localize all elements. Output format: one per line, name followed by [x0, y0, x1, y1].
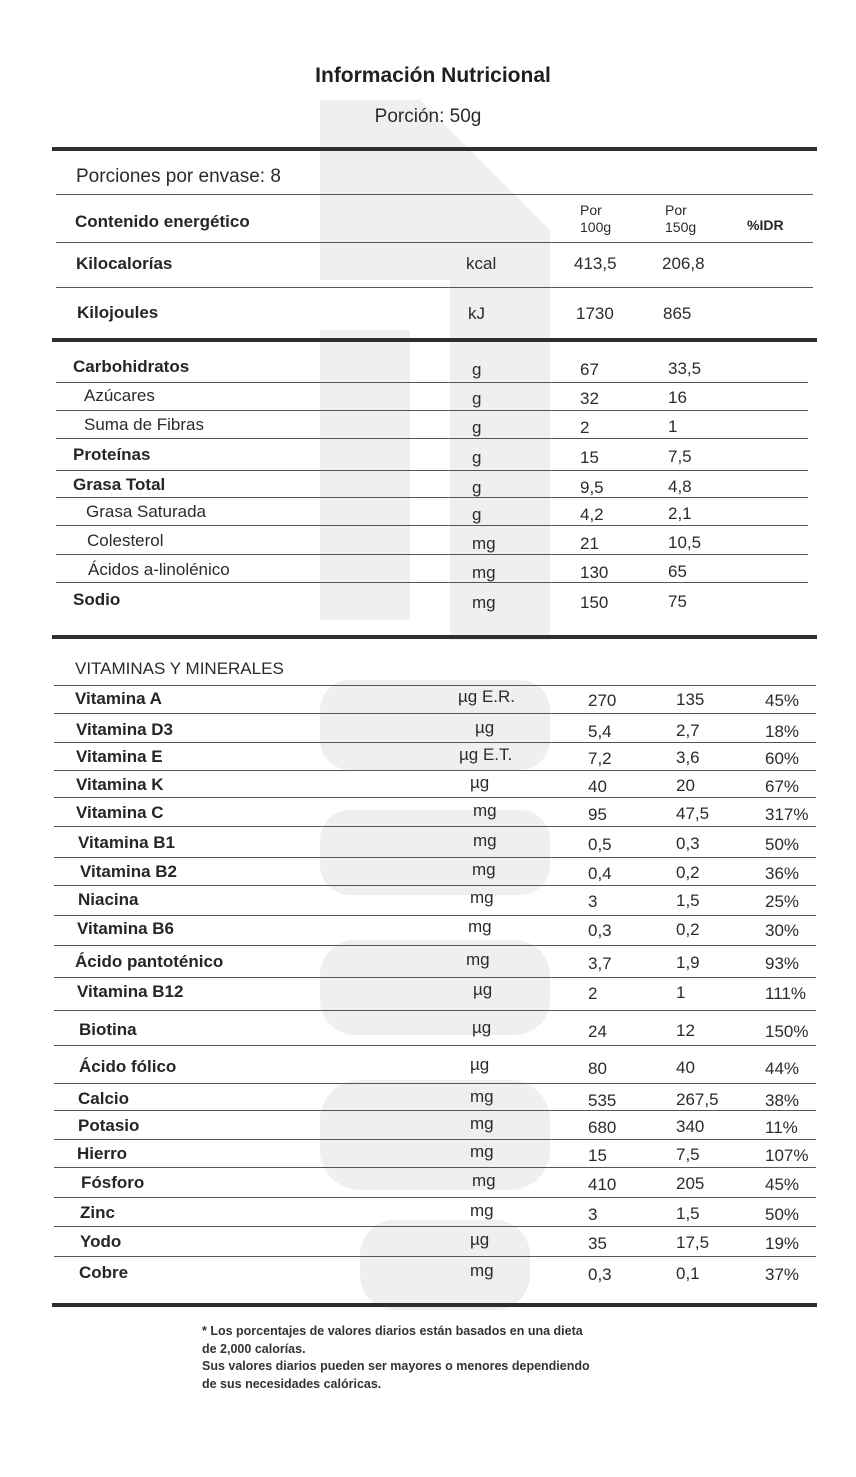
vitamin-idr-percent: 150%	[765, 1022, 809, 1041]
vitamin-unit: mg	[472, 1171, 496, 1190]
row-divider	[54, 857, 816, 858]
vitamin-name: Vitamina C	[76, 803, 164, 822]
vitamin-per-100g: 0,3	[588, 1265, 612, 1284]
vitamin-idr-percent: 45%	[765, 1175, 800, 1194]
row-divider	[56, 497, 808, 498]
divider	[52, 147, 817, 151]
column-header-per-100g: Por 100g	[580, 202, 612, 235]
vitamin-per-150g: 267,5	[676, 1090, 719, 1109]
row-divider	[54, 977, 816, 978]
vitamin-unit: µg E.T.	[459, 745, 513, 764]
vitamin-name: Ácido pantoténico	[75, 952, 224, 971]
vitamin-unit: mg	[473, 801, 497, 820]
row-divider	[54, 713, 816, 714]
vitamin-unit: µg	[475, 718, 495, 737]
vitamin-per-100g: 35	[588, 1234, 607, 1253]
energy-row-per-150g: 865	[663, 304, 692, 323]
nutrient-per-150g: 65	[668, 562, 687, 581]
row-divider	[54, 685, 816, 686]
vitamin-per-150g: 17,5	[676, 1233, 710, 1252]
energy-row-unit: kcal	[466, 254, 497, 273]
column-header-idr: %IDR	[747, 217, 784, 233]
row-divider	[54, 797, 816, 798]
vitamin-per-150g: 40	[676, 1058, 695, 1077]
vitamin-per-150g: 205	[676, 1174, 705, 1193]
servings-per-container: Porciones por envase: 8	[76, 166, 281, 187]
vitamin-per-150g: 340	[676, 1117, 705, 1136]
vitamin-unit: mg	[468, 917, 492, 936]
row-divider	[54, 770, 816, 771]
energy-section-label: Contenido energético	[75, 212, 250, 231]
nutrient-name: Colesterol	[87, 531, 164, 550]
vitamin-idr-percent: 317%	[765, 805, 809, 824]
nutrient-per-150g: 1	[668, 417, 678, 436]
vitamin-per-100g: 410	[588, 1175, 617, 1194]
vitamin-per-100g: 7,2	[588, 749, 612, 768]
vitamin-per-100g: 270	[588, 691, 617, 710]
vitamin-per-150g: 0,1	[676, 1264, 700, 1283]
vitamin-unit: mg	[473, 831, 497, 850]
page-title: Información Nutricional	[315, 64, 551, 87]
row-divider	[54, 1045, 816, 1046]
nutrient-per-150g: 33,5	[668, 359, 702, 378]
vitamin-name: Vitamina E	[76, 747, 163, 766]
vitamin-per-100g: 0,4	[588, 864, 612, 883]
vitamin-idr-percent: 36%	[765, 864, 800, 883]
nutrient-name: Grasa Total	[73, 475, 166, 494]
vitamin-idr-percent: 11%	[765, 1118, 798, 1137]
vitamin-per-100g: 535	[588, 1091, 617, 1110]
vitamins-section-label: VITAMINAS Y MINERALES	[75, 659, 284, 678]
vitamin-per-100g: 2	[588, 984, 598, 1003]
vitamin-unit: µg E.R.	[458, 687, 516, 706]
vitamin-per-100g: 15	[588, 1146, 607, 1165]
nutrient-per-100g: 32	[580, 389, 599, 408]
vitamin-unit: mg	[466, 950, 490, 969]
column-header-per-150g: Por 150g	[665, 202, 697, 235]
vitamin-unit: mg	[470, 1261, 494, 1280]
nutrient-per-150g: 7,5	[668, 447, 692, 466]
energy-row-per-100g: 1730	[576, 304, 614, 323]
vitamin-name: Vitamina B2	[80, 862, 178, 881]
row-divider	[56, 438, 808, 439]
vitamin-per-100g: 40	[588, 777, 607, 796]
vitamin-idr-percent: 50%	[765, 835, 800, 854]
vitamin-unit: mg	[470, 1142, 494, 1161]
vitamin-per-100g: 680	[588, 1118, 617, 1137]
vitamin-per-100g: 24	[588, 1022, 607, 1041]
row-divider	[56, 410, 808, 411]
vitamin-per-100g: 5,4	[588, 722, 612, 741]
vitamin-unit: mg	[470, 888, 494, 907]
vitamin-name: Vitamina K	[76, 775, 164, 794]
vitamin-per-150g: 0,3	[676, 834, 700, 853]
row-divider	[56, 525, 808, 526]
vitamin-name: Biotina	[79, 1020, 137, 1039]
vitamin-per-150g: 0,2	[676, 920, 700, 939]
row-divider	[54, 742, 816, 743]
vitamin-idr-percent: 44%	[765, 1059, 800, 1078]
vitamin-name: Niacina	[78, 890, 139, 909]
nutrient-name: Suma de Fibras	[84, 415, 204, 434]
nutrient-name: Carbohidratos	[73, 357, 190, 376]
vitamin-name: Zinc	[80, 1203, 115, 1222]
vitamin-idr-percent: 18%	[765, 722, 800, 741]
nutrient-name: Ácidos a-linolénico	[88, 560, 230, 579]
vitamin-idr-percent: 19%	[765, 1234, 800, 1253]
nutrient-per-100g: 67	[580, 360, 599, 379]
vitamin-per-150g: 20	[676, 776, 695, 795]
vitamin-per-100g: 3,7	[588, 954, 612, 973]
nutrient-unit: g	[472, 505, 482, 524]
row-divider	[54, 1139, 816, 1140]
divider	[52, 338, 817, 342]
vitamin-idr-percent: 93%	[765, 954, 800, 973]
vitamin-name: Vitamina B1	[78, 833, 176, 852]
vitamin-per-150g: 1,5	[676, 891, 700, 910]
vitamin-per-100g: 0,3	[588, 921, 612, 940]
row-divider	[56, 582, 808, 583]
nutrient-unit: mg	[472, 593, 496, 612]
vitamin-unit: µg	[470, 1230, 490, 1249]
vitamin-per-100g: 95	[588, 805, 607, 824]
vitamin-per-100g: 3	[588, 892, 598, 911]
nutrient-unit: g	[472, 478, 482, 497]
vitamin-unit: µg	[473, 980, 493, 999]
nutrient-per-100g: 21	[580, 534, 599, 553]
energy-row-per-100g: 413,5	[574, 254, 617, 273]
vitamin-name: Vitamina D3	[76, 720, 174, 739]
vitamin-unit: µg	[470, 1055, 490, 1074]
row-divider	[54, 1167, 816, 1168]
vitamin-unit: mg	[472, 860, 496, 879]
divider	[52, 1303, 817, 1307]
footnote: * Los porcentajes de valores diarios están basados en una dieta de 2,000 calorías. Sus valores diarios pueden ser mayores o menores dependiendo de sus necesidades calóricas.	[202, 1324, 590, 1391]
row-divider	[54, 826, 816, 827]
portion-size: Porción: 50g	[374, 106, 482, 127]
nutrient-per-150g: 10,5	[668, 533, 702, 552]
energy-row-name: Kilojoules	[77, 303, 159, 322]
vitamin-per-150g: 0,2	[676, 863, 700, 882]
row-divider	[56, 554, 808, 555]
row-divider	[54, 945, 816, 946]
nutrient-per-150g: 2,1	[668, 504, 692, 523]
row-divider	[54, 1226, 816, 1227]
vitamin-per-100g: 80	[588, 1059, 607, 1078]
row-divider	[54, 885, 816, 886]
nutrient-unit: g	[472, 418, 482, 437]
energy-row-per-150g: 206,8	[662, 254, 705, 273]
nutrient-per-150g: 16	[668, 388, 687, 407]
vitamin-unit: mg	[470, 1087, 494, 1106]
vitamin-per-150g: 7,5	[676, 1145, 700, 1164]
nutrient-name: Proteínas	[73, 445, 151, 464]
vitamin-name: Ácido fólico	[79, 1057, 177, 1076]
row-divider	[54, 1010, 816, 1011]
vitamin-per-150g: 2,7	[676, 721, 700, 740]
nutrient-per-100g: 15	[580, 448, 599, 467]
vitamin-name: Vitamina B12	[77, 982, 184, 1001]
nutrient-per-100g: 130	[580, 563, 609, 582]
divider	[56, 287, 813, 288]
vitamin-name: Potasio	[78, 1116, 140, 1135]
nutrient-per-100g: 2	[580, 418, 590, 437]
vitamin-per-150g: 47,5	[676, 804, 710, 823]
brand-logo-watermark	[300, 80, 570, 1330]
row-divider	[54, 915, 816, 916]
vitamin-idr-percent: 67%	[765, 777, 800, 796]
vitamin-name: Vitamina A	[75, 689, 162, 708]
vitamin-idr-percent: 30%	[765, 921, 800, 940]
vitamin-idr-percent: 45%	[765, 691, 800, 710]
row-divider	[54, 1256, 816, 1257]
vitamin-idr-percent: 111%	[765, 984, 806, 1003]
nutrient-per-100g: 4,2	[580, 505, 604, 524]
vitamin-per-150g: 1	[676, 983, 686, 1002]
vitamin-per-150g: 1,9	[676, 953, 700, 972]
nutrient-unit: g	[472, 360, 482, 379]
nutrient-per-100g: 9,5	[580, 478, 604, 497]
nutrient-per-150g: 75	[668, 592, 687, 611]
nutrient-unit: mg	[472, 534, 496, 553]
divider	[56, 242, 813, 243]
row-divider	[54, 1110, 816, 1111]
vitamin-unit: µg	[472, 1018, 492, 1037]
energy-row-name: Kilocalorías	[76, 254, 173, 273]
nutrient-unit: g	[472, 389, 482, 408]
vitamin-idr-percent: 50%	[765, 1205, 800, 1224]
row-divider	[54, 1197, 816, 1198]
vitamin-name: Fósforo	[81, 1173, 145, 1192]
nutrient-per-100g: 150	[580, 593, 609, 612]
vitamin-idr-percent: 38%	[765, 1091, 800, 1110]
row-divider	[56, 382, 808, 383]
row-divider	[56, 470, 808, 471]
vitamin-per-100g: 0,5	[588, 835, 612, 854]
vitamin-idr-percent: 60%	[765, 749, 800, 768]
divider	[52, 635, 817, 639]
nutrient-name: Grasa Saturada	[86, 502, 207, 521]
nutrient-name: Azúcares	[84, 386, 155, 405]
vitamin-name: Yodo	[80, 1232, 122, 1251]
vitamin-per-150g: 3,6	[676, 748, 700, 767]
energy-row-unit: kJ	[468, 304, 485, 323]
vitamin-name: Hierro	[77, 1144, 128, 1163]
row-divider	[54, 1083, 816, 1084]
vitamin-idr-percent: 37%	[765, 1265, 800, 1284]
vitamin-name: Calcio	[78, 1089, 130, 1108]
nutrient-per-150g: 4,8	[668, 477, 692, 496]
vitamin-unit: mg	[470, 1114, 494, 1133]
vitamin-idr-percent: 107%	[765, 1146, 809, 1165]
vitamin-idr-percent: 25%	[765, 892, 800, 911]
vitamin-name: Cobre	[79, 1263, 129, 1282]
vitamin-per-150g: 135	[676, 690, 705, 709]
nutrient-unit: mg	[472, 563, 496, 582]
nutrient-name: Sodio	[73, 590, 121, 609]
vitamin-per-150g: 12	[676, 1021, 695, 1040]
divider	[56, 194, 813, 195]
vitamin-per-150g: 1,5	[676, 1204, 700, 1223]
vitamin-name: Vitamina B6	[77, 919, 175, 938]
vitamin-per-100g: 3	[588, 1205, 598, 1224]
vitamin-unit: µg	[470, 773, 490, 792]
vitamin-unit: mg	[470, 1201, 494, 1220]
nutrient-unit: g	[472, 448, 482, 467]
